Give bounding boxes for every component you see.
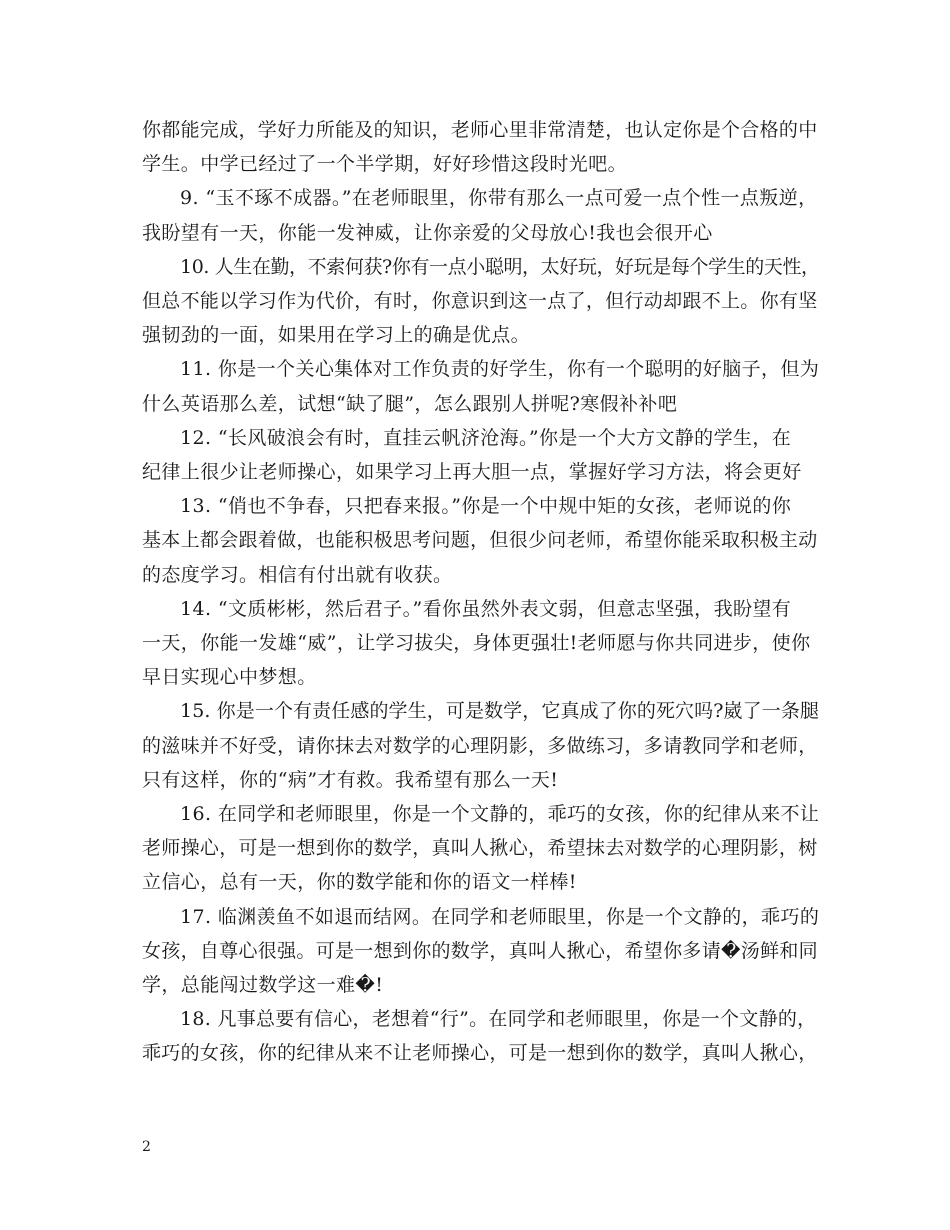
text-line: 基本上都会跟着做，也能积极思考问题，但很少问老师，希望你能采取积极主动 <box>142 529 818 551</box>
text-line: 乖巧的女孩，你的纪律从来不让老师操心，可是一想到你的数学，真叫人揪心， <box>142 1042 818 1064</box>
text-line: 9. “玉不琢不成器。”在老师眼里，你带有那么一点可爱一点个性一点叛逆， <box>180 187 818 209</box>
text-line: 14. “文质彬彬，然后君子。”看你虽然外表文弱，但意志坚强，我盼望有 <box>180 598 792 620</box>
text-line: 一天，你能一发雄“威”，让学习拔尖，身体更强壮!老师愿与你共同进步，使你 <box>142 632 811 654</box>
text-line: 11. 你是一个关心集体对工作负责的好学生，你有一个聪明的好脑子，但为 <box>180 358 820 380</box>
text-line: 16. 在同学和老师眼里，你是一个文静的，乖巧的女孩，你的纪律从来不让 <box>180 803 820 825</box>
text-line: 学生。中学已经过了一个半学期，好好珍惜这段时光吧。 <box>142 153 628 175</box>
text-line: 纪律上很少让老师操心，如果学习上再大胆一点，掌握好学习方法，将会更好 <box>142 461 802 483</box>
text-line: 女孩，自尊心很强。可是一想到你的数学，真叫人揪心，希望你多请�汤鲜和同 <box>142 940 818 962</box>
text-line: 15. 你是一个有责任感的学生，可是数学，它真成了你的死穴吗?崴了一条腿 <box>180 700 820 722</box>
text-line: 12. “长风破浪会有时，直挂云帆济沧海。”你是一个大方文静的学生，在 <box>180 427 792 449</box>
text-line: 10. 人生在勤，不索何获?你有一点小聪明，太好玩，好玩是每个学生的天性， <box>180 256 820 278</box>
text-line: 强韧劲的一面，如果用在学习上的确是优点。 <box>142 324 531 346</box>
text-line: 立信心，总有一天，你的数学能和你的语文一样棒! <box>142 871 577 893</box>
text-line: 的滋味并不好受，请你抹去对数学的心理阴影，多做练习，多请教同学和老师， <box>142 735 818 757</box>
text-line: 18. 凡事总要有信心，老想着“行”。在同学和老师眼里，你是一个文静的， <box>180 1008 817 1030</box>
page-number: 2 <box>142 1139 151 1155</box>
text-line: 但总不能以学习作为代价，有时，你意识到这一点了，但行动却跟不上。你有坚 <box>142 290 818 312</box>
text-line: 我盼望有一天，你能一发神威，让你亲爱的父母放心!我也会很开心 <box>142 222 713 244</box>
text-line: 学，总能闯过数学这一难�! <box>142 974 384 996</box>
text-line: 早日实现心中梦想。 <box>142 666 317 688</box>
text-line: 的态度学习。相信有付出就有收获。 <box>142 564 453 586</box>
text-line: 你都能完成，学好力所能及的知识，老师心里非常清楚，也认定你是个合格的中 <box>142 119 818 141</box>
text-line: 只有这样，你的“病”才有救。我希望有那么一天! <box>142 769 559 791</box>
text-line: 老师操心，可是一想到你的数学，真叫人揪心，希望抹去对数学的心理阴影，树 <box>142 837 818 859</box>
text-line: 17. 临渊羡鱼不如退而结网。在同学和老师眼里，你是一个文静的，乖巧的 <box>180 906 820 928</box>
text-line: 13. “俏也不争春，只把春来报。”你是一个中规中矩的女孩，老师说的你 <box>180 495 792 517</box>
text-line: 什么英语那么差，试想“缺了腿”，怎么跟别人拼呢?寒假补补吧 <box>142 393 678 415</box>
